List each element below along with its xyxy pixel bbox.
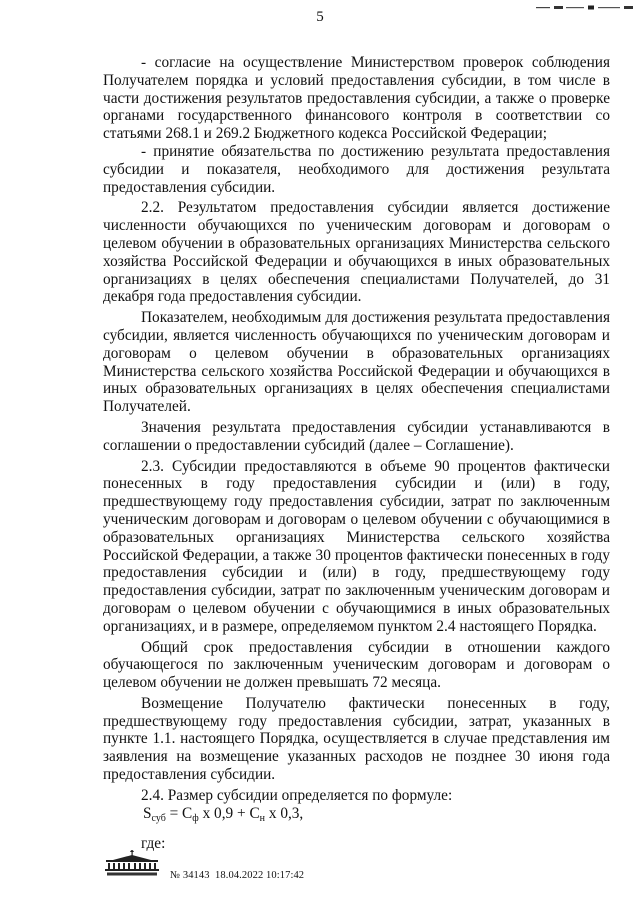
document-number: № 34143 <box>170 870 210 881</box>
paragraph-consent: - согласие на осуществление Министерством проверок соблюдения Получателем порядка и условий предоставления субсидии, в том числе в части достижения результатов предоставления субсидии, а также о проверке органами государственного финансового контроля в соответствии со статьями 268.1 и 269.2 Бюджетного кодекса Российской Федерации; <box>103 54 610 143</box>
registration-stamp-mark <box>536 4 634 12</box>
paragraph-obligation: - принятие обязательства по достижению результата предоставления субсидии и показателя, необходимого для достижения результата предоставления субсидии. <box>103 142 610 196</box>
registration-timestamp: 18.04.2022 10:17:42 <box>215 870 305 881</box>
paragraph-2-4: 2.4. Размер субсидии определяется по формуле: <box>141 786 453 804</box>
paragraph-indicator: Показателем, необходимым для достижения результата предоставления субсидии, является численность обучающихся по ученическим договорам и договорам о целевом обучении в образовательных организациях Министерства сельского хозяйства Российской Федерации и обучающихся в иных образовательных организациях в целях обеспечения специалистами Получателей. <box>103 309 610 416</box>
document-body <box>103 54 610 853</box>
paragraph-reimbursement: Возмещение Получателю фактически понесенных в году, предшествующему году предоставления субсидии, затрат, указанных в пункте 1.1. настоящего Порядка, осуществляется в случае представления им заявления на возмещение указанных расходов не позднее 30 июня года предоставления субсидии. <box>103 694 610 784</box>
paragraph-term: Общий срок предоставления субсидии в отношении каждого обучающегося по заключенным ученическим договорам и договорам о целевом обучении не должен превышать 72 месяца. <box>103 638 610 692</box>
where-label: где: <box>141 835 166 853</box>
subsidy-formula: $S_{суб} = C_ф$ х $0,9 + C_н$ х 0,3, <box>143 804 304 824</box>
page-number: 5 <box>316 9 324 25</box>
document-registration-footer <box>170 870 304 881</box>
ministry-building-logo <box>103 848 161 878</box>
paragraph-values: Значения результата предоставления субсидии устанавливаются в соглашении о предоставлении субсидий (далее – Соглашение). <box>103 418 610 454</box>
paragraph-2-3: 2.3. Субсидии предоставляются в объеме 90 процентов фактически понесенных в году предоставления субсидии и (или) в году, предшествующему году предоставления субсидии, затрат по заключенным ученическим договорам и договорам о целевом обучении с обучающимися в образовательных организациях Министерства сельского хозяйства Российской Федерации, а также 30 процентов фактически понесенных в году предоставления субсидии и (или) в году, предшествующему году предоставления субсидии, затрат по заключенным ученическим договорам и договорам о целевом обучении с обучающимися в иных образовательных организациях, и в размере, определяемом пунктом 2.4 настоящего Порядка. <box>103 457 610 635</box>
paragraph-2-2: 2.2. Результатом предоставления субсидии является достижение численности обучающихся по ученическим договорам и договорам о целевом обучении в образовательных организациях Министерства сельского хозяйства Российской Федерации и обучающихся в иных образовательных организациях в целях обеспечения специалистами Получателей, до 31 декабря года предоставления субсидии. <box>103 199 610 306</box>
